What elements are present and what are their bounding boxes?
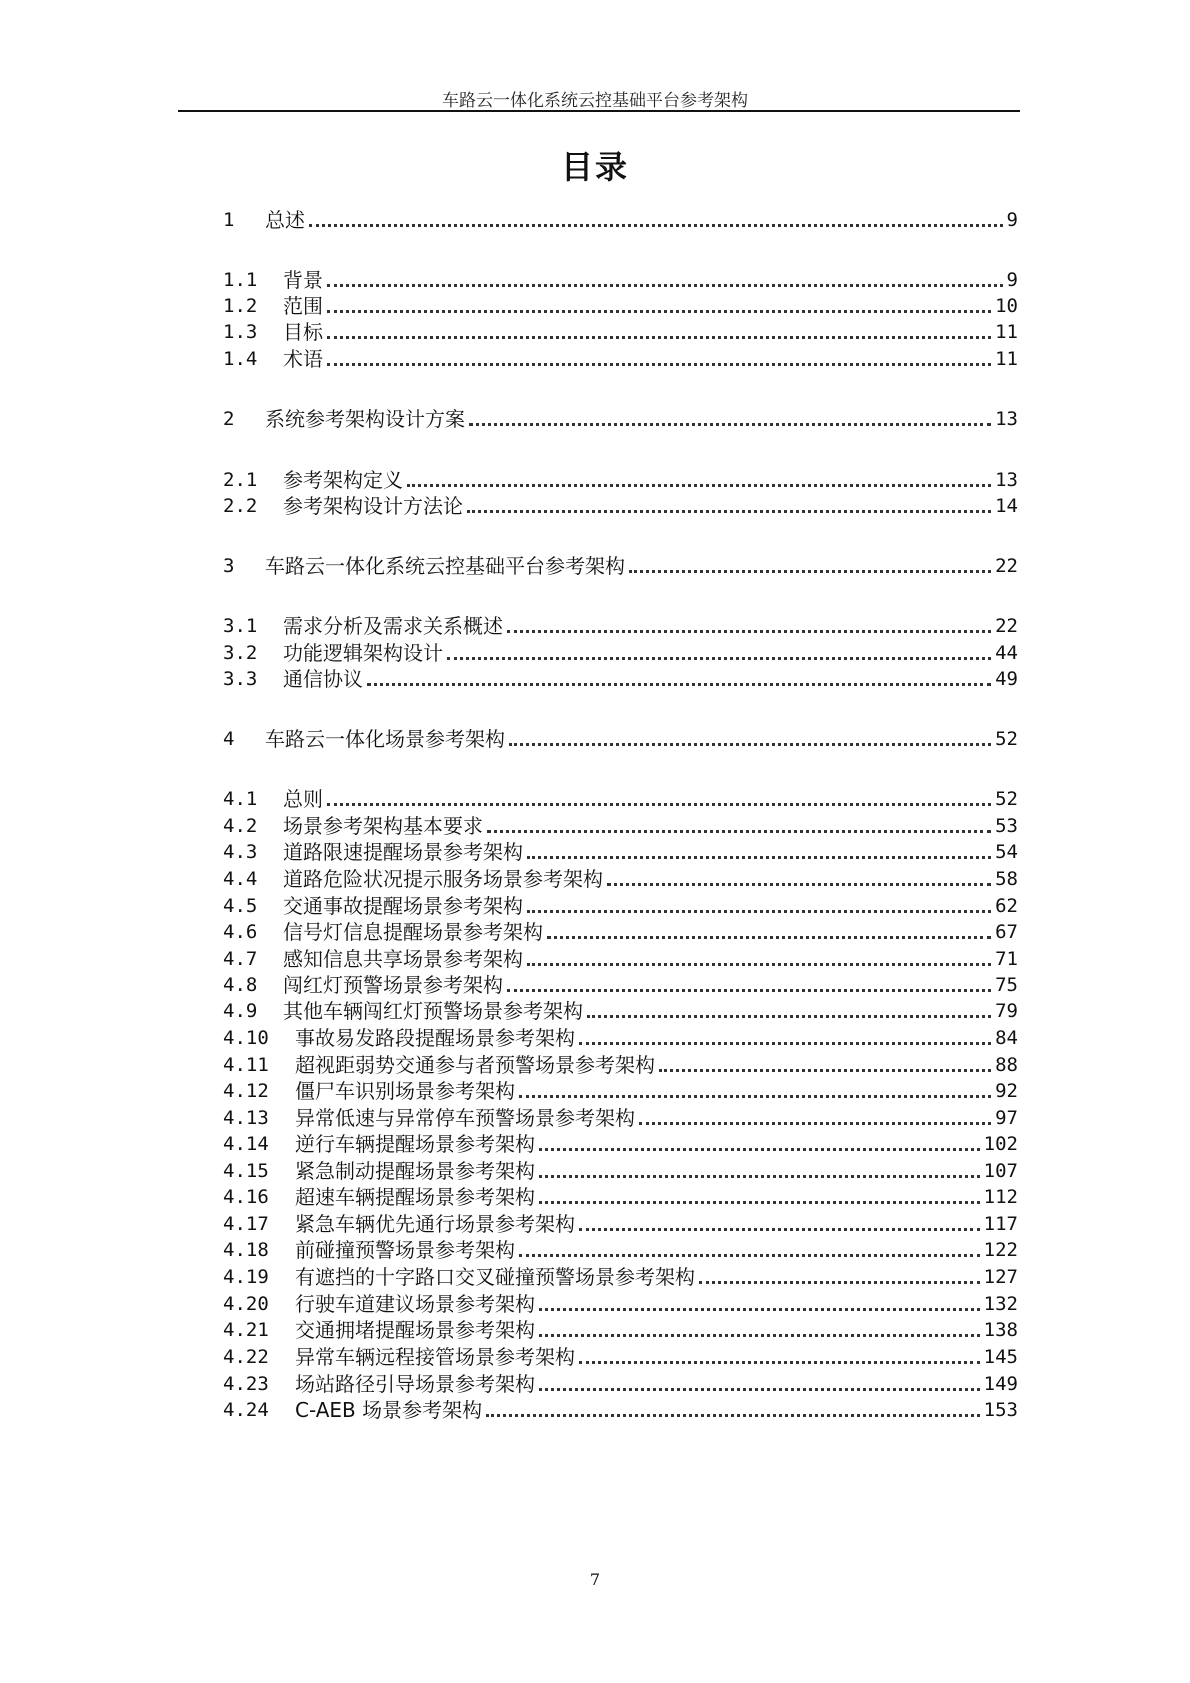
toc-entry-number: 4.24: [223, 1399, 269, 1421]
toc-entry-number: 4.1: [223, 788, 258, 810]
toc-entry-page: 13: [995, 469, 1018, 491]
toc-entry-title: 目标: [283, 320, 323, 344]
toc-entry-title: 交通事故提醒场景参考架构: [283, 894, 523, 918]
dot-leader: [507, 989, 991, 992]
toc-entry-title: 功能逻辑架构设计: [283, 641, 443, 665]
toc-entry-number: 4.11: [223, 1054, 269, 1076]
toc-entry[interactable]: [223, 1212, 1018, 1236]
toc-entry-title: 闯红灯预警场景参考架构: [283, 973, 503, 997]
toc-entry-page: 22: [995, 555, 1018, 577]
toc-entry[interactable]: [223, 614, 1018, 638]
toc-entry-page: 11: [995, 348, 1018, 370]
toc-entry-number: 3.1: [223, 615, 258, 637]
toc-entry-page: 153: [983, 1399, 1018, 1421]
toc-entry[interactable]: [223, 920, 1018, 944]
toc-entry-title: 交通拥堵提醒场景参考架构: [295, 1318, 535, 1342]
toc-entry-page: 44: [995, 642, 1018, 664]
toc-entry-number: 4.10: [223, 1027, 269, 1049]
page-header: 车路云一体化系统云控基础平台参考架构: [442, 91, 748, 111]
toc-entry-number: 4.4: [223, 868, 258, 890]
toc-entry-number: 4.9: [223, 1000, 258, 1022]
toc-entry-title: 前碰撞预警场景参考架构: [295, 1238, 515, 1262]
toc-entry-page: 92: [995, 1080, 1018, 1102]
toc-entry-title: 术语: [283, 347, 323, 371]
toc-entry[interactable]: [223, 208, 1018, 232]
toc-entry[interactable]: [223, 1398, 1018, 1422]
toc-entry-number: 4.14: [223, 1133, 269, 1155]
toc-entry-number: 4.6: [223, 921, 258, 943]
dot-leader: [527, 910, 991, 913]
toc-entry-page: 14: [995, 495, 1018, 517]
toc-entry-title: 超视距弱势交通参与者预警场景参考架构: [295, 1053, 655, 1077]
toc-entry[interactable]: [223, 347, 1018, 371]
toc-entry-page: 75: [995, 974, 1018, 996]
dot-leader: [447, 657, 991, 660]
toc-entry[interactable]: [223, 320, 1018, 344]
toc-entry-page: 112: [983, 1186, 1018, 1208]
toc-entry-page: 53: [995, 815, 1018, 837]
toc-entry-page: 88: [995, 1054, 1018, 1076]
toc-entry-title: 逆行车辆提醒场景参考架构: [295, 1132, 535, 1156]
dot-leader: [579, 1361, 980, 1364]
dot-leader: [539, 1175, 980, 1178]
toc-entry-number: 4.16: [223, 1186, 269, 1208]
toc-entry-title: 总则: [283, 787, 323, 811]
toc-entry-title: 异常车辆远程接管场景参考架构: [295, 1345, 575, 1369]
toc-entry-title: 感知信息共享场景参考架构: [283, 947, 523, 971]
toc-entry[interactable]: [223, 814, 1018, 838]
toc-entry-page: 107: [983, 1160, 1018, 1182]
toc-entry[interactable]: [223, 1026, 1018, 1050]
dot-leader: [509, 743, 991, 746]
toc-entry[interactable]: [223, 1238, 1018, 1262]
toc-entry-number: 1.1: [223, 269, 258, 291]
toc-entry-page: 145: [983, 1346, 1018, 1368]
toc-entry-title: 道路限速提醒场景参考架构: [283, 840, 523, 864]
toc-entry[interactable]: [223, 468, 1018, 492]
dot-leader: [327, 310, 991, 313]
dot-leader: [527, 963, 991, 966]
toc-entry-title: 行驶车道建议场景参考架构: [295, 1292, 535, 1316]
toc-entry-page: 67: [995, 921, 1018, 943]
toc-entry-number: 4.8: [223, 974, 258, 996]
toc-entry-title: 车路云一体化场景参考架构: [265, 727, 505, 751]
dot-leader: [539, 1308, 980, 1311]
toc-entry-number: 1.3: [223, 321, 258, 343]
toc-entry[interactable]: [223, 641, 1018, 665]
dot-leader: [327, 363, 991, 366]
dot-leader: [327, 336, 991, 339]
dot-leader: [629, 570, 991, 573]
toc-entry-number: 3.3: [223, 668, 258, 690]
toc-entry-number: 3: [223, 555, 235, 577]
toc-entry-title: 范围: [283, 294, 323, 318]
toc-entry-number: 4.15: [223, 1160, 269, 1182]
toc-entry-number: 4: [223, 728, 235, 750]
toc-entry-page: 49: [995, 668, 1018, 690]
toc-entry-page: 117: [983, 1213, 1018, 1235]
dot-leader: [539, 1388, 980, 1391]
toc-entry-title: 背景: [283, 268, 323, 292]
toc-entry-number: 4.20: [223, 1293, 269, 1315]
toc-entry-title: 场站路径引导场景参考架构: [295, 1372, 535, 1396]
dot-leader: [367, 683, 991, 686]
toc-entry-page: 149: [983, 1373, 1018, 1395]
toc-entry-page: 13: [995, 408, 1018, 430]
dot-leader: [519, 1095, 991, 1098]
toc-entry-title: 紧急制动提醒场景参考架构: [295, 1159, 535, 1183]
toc-entry-page: 97: [995, 1107, 1018, 1129]
dot-leader: [467, 510, 991, 513]
toc-entry[interactable]: [223, 1132, 1018, 1156]
toc-entry-title: 超速车辆提醒场景参考架构: [295, 1185, 535, 1209]
toc-entry[interactable]: [223, 1372, 1018, 1396]
toc-entry-number: 1: [223, 209, 235, 231]
toc-entry[interactable]: [223, 999, 1018, 1023]
toc-entry-title: 信号灯信息提醒场景参考架构: [283, 920, 543, 944]
toc-entry[interactable]: [223, 973, 1018, 997]
toc-entry-number: 4.12: [223, 1080, 269, 1102]
dot-leader: [699, 1281, 980, 1284]
toc-entry-title: 参考架构设计方法论: [283, 494, 463, 518]
dot-leader: [486, 1414, 980, 1417]
toc-entry-page: 84: [995, 1027, 1018, 1049]
toc-entry[interactable]: [223, 1345, 1018, 1369]
toc-entry-page: 138: [983, 1319, 1018, 1341]
toc-entry-title: 总述: [265, 208, 305, 232]
dot-leader: [527, 856, 991, 859]
toc-entry-page: 122: [983, 1239, 1018, 1261]
dot-leader: [607, 883, 991, 886]
toc-entry-page: 52: [995, 728, 1018, 750]
dot-leader: [587, 1015, 991, 1018]
toc-entry[interactable]: [223, 268, 1018, 292]
toc-entry[interactable]: [223, 1079, 1018, 1103]
toc-entry-title: 道路危险状况提示服务场景参考架构: [283, 867, 603, 891]
dot-leader: [487, 830, 991, 833]
toc-entry-title: 有遮挡的十字路口交叉碰撞预警场景参考架构: [295, 1265, 695, 1289]
toc-entry-page: 102: [983, 1133, 1018, 1155]
dot-leader: [659, 1069, 991, 1072]
dot-leader: [309, 224, 1003, 227]
toc-entry-title: 车路云一体化系统云控基础平台参考架构: [265, 554, 625, 578]
toc-entry[interactable]: [223, 407, 1018, 431]
toc-entry-number: 4.13: [223, 1107, 269, 1129]
toc-entry-page: 132: [983, 1293, 1018, 1315]
toc-entry[interactable]: [223, 1159, 1018, 1183]
toc-entry[interactable]: [223, 840, 1018, 864]
dot-leader: [519, 1254, 980, 1257]
toc-entry-page: 54: [995, 841, 1018, 863]
toc-entry-number: 4.21: [223, 1319, 269, 1341]
toc-entry[interactable]: [223, 1053, 1018, 1077]
toc-entry[interactable]: [223, 894, 1018, 918]
toc-entry-number: 2.2: [223, 495, 258, 517]
toc-entry-title: 需求分析及需求关系概述: [283, 614, 503, 638]
toc-entry-number: 4.2: [223, 815, 258, 837]
toc-entry[interactable]: [223, 727, 1018, 751]
toc-entry-number: 4.23: [223, 1373, 269, 1395]
toc-entry-number: 4.7: [223, 948, 258, 970]
toc-entry-number: 2: [223, 408, 235, 430]
toc-entry[interactable]: [223, 1318, 1018, 1342]
toc-entry-page: 127: [983, 1266, 1018, 1288]
toc-entry-number: 3.2: [223, 642, 258, 664]
toc-entry-page: 9: [1006, 269, 1018, 291]
dot-leader: [539, 1148, 980, 1151]
toc-entry-page: 52: [995, 788, 1018, 810]
toc-entry-number: 4.18: [223, 1239, 269, 1261]
toc-entry-page: 58: [995, 868, 1018, 890]
toc-entry[interactable]: [223, 554, 1018, 578]
toc-entry-page: 71: [995, 948, 1018, 970]
toc-entry[interactable]: [223, 1185, 1018, 1209]
toc-entry[interactable]: [223, 787, 1018, 811]
toc-entry[interactable]: [223, 294, 1018, 318]
dot-leader: [327, 284, 1003, 287]
toc-entry-page: 10: [995, 295, 1018, 317]
dot-leader: [507, 630, 991, 633]
toc-entry[interactable]: [223, 947, 1018, 971]
toc-entry-number: 4.3: [223, 841, 258, 863]
toc-entry-title: 僵尸车识别场景参考架构: [295, 1079, 515, 1103]
dot-leader: [539, 1201, 980, 1204]
page-title: 目录: [560, 148, 629, 186]
toc-entry[interactable]: [223, 1106, 1018, 1130]
footer-page-number: 7: [589, 1570, 601, 1589]
toc-entry-page: 22: [995, 615, 1018, 637]
dot-leader: [579, 1042, 991, 1045]
toc-entry[interactable]: [223, 494, 1018, 518]
toc-entry-number: 4.22: [223, 1346, 269, 1368]
toc-entry-number: 4.19: [223, 1266, 269, 1288]
toc-entry-title: 通信协议: [283, 667, 363, 691]
toc-entry-number: 4.17: [223, 1213, 269, 1235]
toc-entry-page: 9: [1006, 209, 1018, 231]
toc-entry[interactable]: [223, 1292, 1018, 1316]
dot-leader: [407, 484, 991, 487]
toc-entry[interactable]: [223, 1265, 1018, 1289]
toc-entry-title: 异常低速与异常停车预警场景参考架构: [295, 1106, 635, 1130]
toc-entry-page: 11: [995, 321, 1018, 343]
toc-entry-title: 场景参考架构基本要求: [283, 814, 483, 838]
toc-entry-page: 79: [995, 1000, 1018, 1022]
toc-entry-title: 紧急车辆优先通行场景参考架构: [295, 1212, 575, 1236]
toc-entry[interactable]: [223, 667, 1018, 691]
toc-entry-number: 2.1: [223, 469, 258, 491]
toc-entry-number: 1.4: [223, 348, 258, 370]
toc-entry-title: 其他车辆闯红灯预警场景参考架构: [283, 999, 583, 1023]
dot-leader: [579, 1228, 980, 1231]
dot-leader: [639, 1122, 991, 1125]
dot-leader: [327, 803, 991, 806]
toc-entry-page: 62: [995, 895, 1018, 917]
toc-entry-number: 4.5: [223, 895, 258, 917]
dot-leader: [547, 936, 991, 939]
toc-entry-number: 1.2: [223, 295, 258, 317]
toc-entry-title: 事故易发路段提醒场景参考架构: [295, 1026, 575, 1050]
toc-entry[interactable]: [223, 867, 1018, 891]
toc-entry-title: 系统参考架构设计方案: [265, 407, 465, 431]
dot-leader: [539, 1334, 980, 1337]
dot-leader: [469, 423, 991, 426]
toc-entry-title: C-AEB 场景参考架构: [295, 1398, 483, 1422]
toc-entry-title: 参考架构定义: [283, 468, 403, 492]
